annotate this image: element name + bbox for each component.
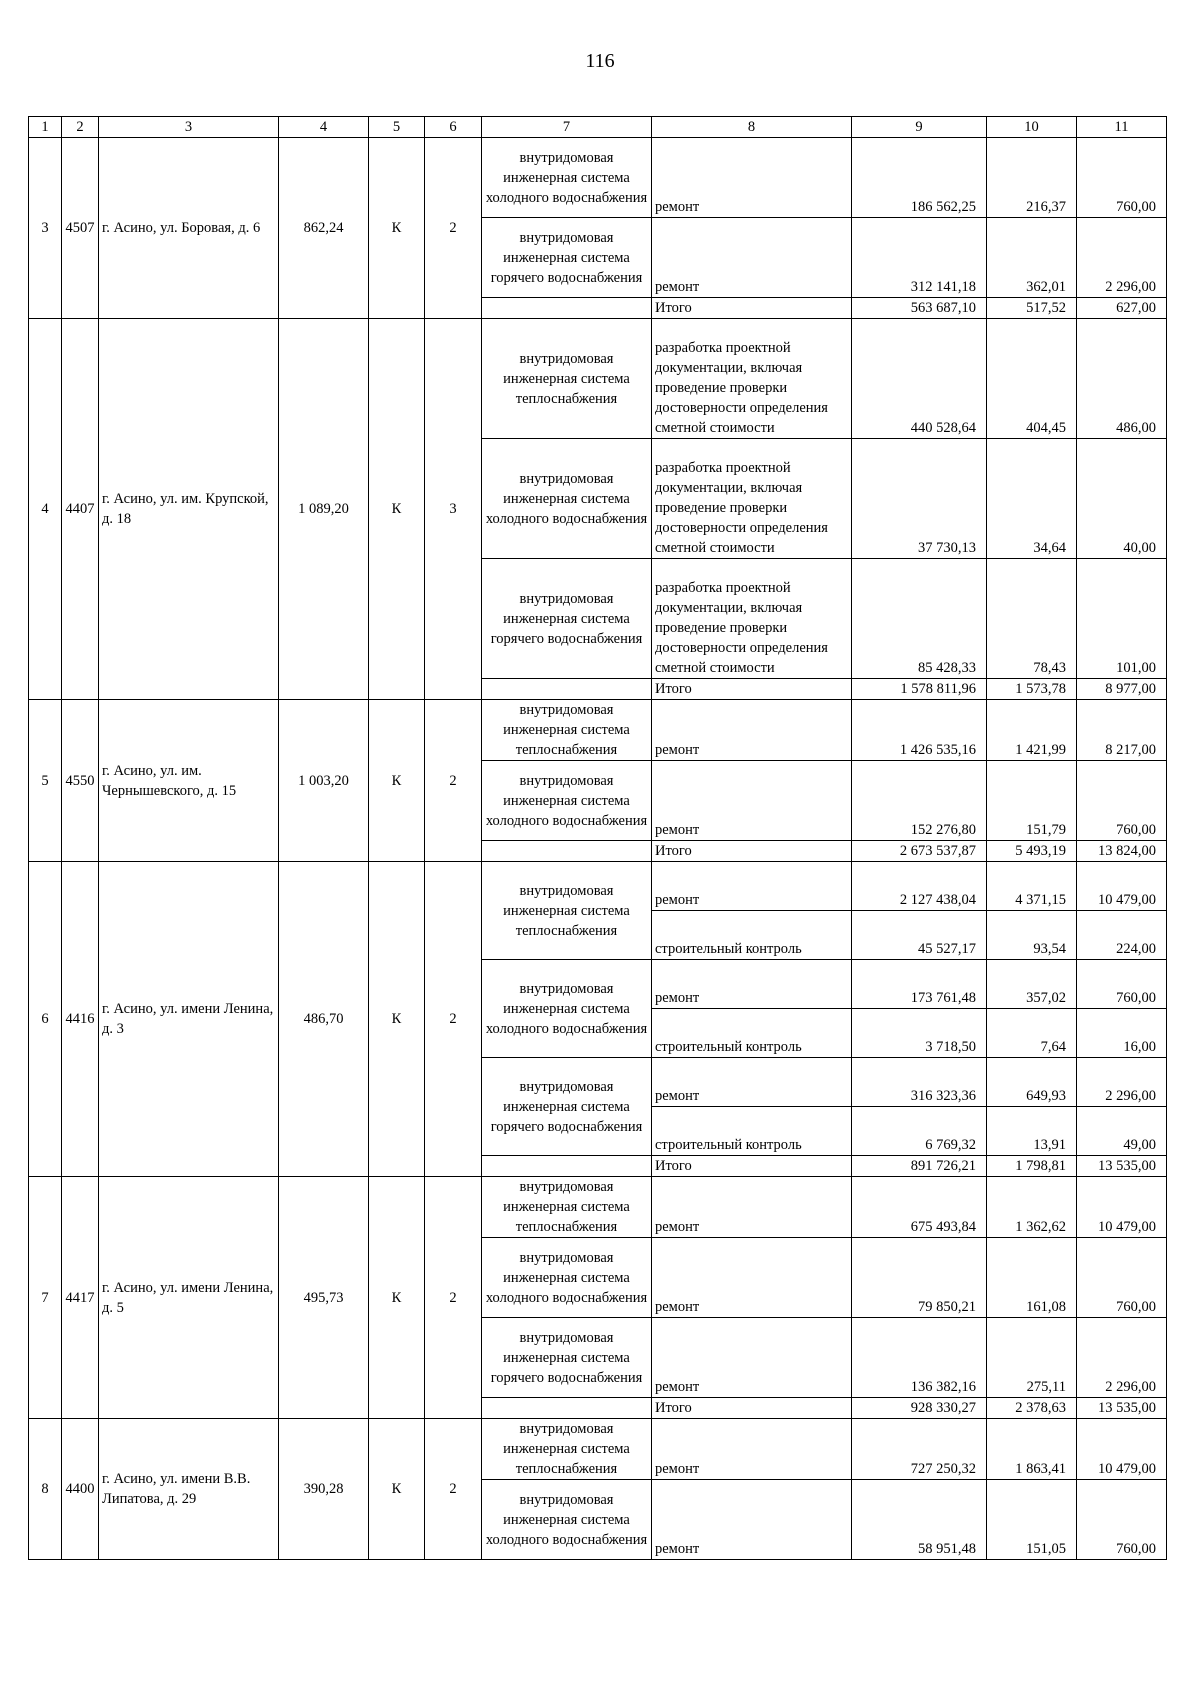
limit-cell: 10 479,00 xyxy=(1077,1177,1167,1238)
limit-cell: 40,00 xyxy=(1077,439,1167,559)
work-type-cell: строительный контроль xyxy=(652,1107,852,1156)
floors-cell: 2 xyxy=(425,1419,482,1560)
address-cell: г. Асино, ул. Боровая, д. 6 xyxy=(99,138,279,319)
limit-cell: 2 296,00 xyxy=(1077,1318,1167,1398)
cost-cell: 6 769,32 xyxy=(852,1107,987,1156)
floors-cell: 2 xyxy=(425,138,482,319)
work-type-cell: строительный контроль xyxy=(652,1009,852,1058)
empty-cell xyxy=(482,1398,652,1419)
limit-cell: 101,00 xyxy=(1077,559,1167,679)
work-type-cell: ремонт xyxy=(652,1480,852,1560)
limit-cell: 49,00 xyxy=(1077,1107,1167,1156)
limit-cell: 760,00 xyxy=(1077,1238,1167,1318)
system-name-cell: внутридомовая инженерная система теплоснабжения xyxy=(482,1419,652,1480)
work-type-cell: ремонт xyxy=(652,218,852,298)
work-type-cell: ремонт xyxy=(652,960,852,1009)
unit-cost-cell: 362,01 xyxy=(987,218,1077,298)
unit-cost-cell: 216,37 xyxy=(987,138,1077,218)
unit-cost-cell: 1 362,62 xyxy=(987,1177,1077,1238)
method-cell: К xyxy=(369,1419,425,1560)
floors-cell: 3 xyxy=(425,319,482,700)
cost-cell: 186 562,25 xyxy=(852,138,987,218)
total-cost-cell: 891 726,21 xyxy=(852,1156,987,1177)
total-label-cell: Итого xyxy=(652,1398,852,1419)
total-label-cell: Итого xyxy=(652,841,852,862)
table-row xyxy=(29,1419,1167,1480)
method-cell: К xyxy=(369,319,425,700)
method-cell: К xyxy=(369,862,425,1177)
limit-cell: 10 479,00 xyxy=(1077,1419,1167,1480)
empty-cell xyxy=(482,841,652,862)
area-cell: 486,70 xyxy=(279,862,369,1177)
column-header: 7 xyxy=(482,117,652,138)
work-type-cell: разработка проектной документации, включая проведение проверки достоверности определения сметной стоимости xyxy=(652,559,852,679)
column-header: 9 xyxy=(852,117,987,138)
entry-number-cell: 3 xyxy=(29,138,62,319)
system-name-cell: внутридомовая инженерная система теплоснабжения xyxy=(482,700,652,761)
cost-cell: 727 250,32 xyxy=(852,1419,987,1480)
total-unit-cost-cell: 1 573,78 xyxy=(987,679,1077,700)
cost-cell: 85 428,33 xyxy=(852,559,987,679)
unit-cost-cell: 357,02 xyxy=(987,960,1077,1009)
column-header: 10 xyxy=(987,117,1077,138)
total-unit-cost-cell: 5 493,19 xyxy=(987,841,1077,862)
unit-cost-cell: 13,91 xyxy=(987,1107,1077,1156)
total-label-cell: Итого xyxy=(652,1156,852,1177)
table-row xyxy=(29,319,1167,439)
entry-number-cell: 8 xyxy=(29,1419,62,1560)
work-type-cell: ремонт xyxy=(652,761,852,841)
system-name-cell: внутридомовая инженерная система теплоснабжения xyxy=(482,862,652,960)
work-type-cell: ремонт xyxy=(652,862,852,911)
cost-cell: 173 761,48 xyxy=(852,960,987,1009)
column-header: 6 xyxy=(425,117,482,138)
column-number-row xyxy=(29,117,1167,138)
work-type-cell: ремонт xyxy=(652,138,852,218)
cost-cell: 2 127 438,04 xyxy=(852,862,987,911)
system-name-cell: внутридомовая инженерная система горячего водоснабжения xyxy=(482,559,652,679)
system-name-cell: внутридомовая инженерная система холодного водоснабжения xyxy=(482,761,652,841)
address-cell: г. Асино, ул. им. Крупской, д. 18 xyxy=(99,319,279,700)
cost-cell: 312 141,18 xyxy=(852,218,987,298)
repair-program-table xyxy=(28,116,1167,1560)
limit-cell: 760,00 xyxy=(1077,1480,1167,1560)
method-cell: К xyxy=(369,700,425,862)
limit-cell: 224,00 xyxy=(1077,911,1167,960)
system-name-cell: внутридомовая инженерная система теплоснабжения xyxy=(482,1177,652,1238)
entry-number-cell: 4 xyxy=(29,319,62,700)
empty-cell xyxy=(482,298,652,319)
column-header: 8 xyxy=(652,117,852,138)
unit-cost-cell: 93,54 xyxy=(987,911,1077,960)
unit-cost-cell: 34,64 xyxy=(987,439,1077,559)
empty-cell xyxy=(482,1156,652,1177)
floors-cell: 2 xyxy=(425,1177,482,1419)
cost-cell: 1 426 535,16 xyxy=(852,700,987,761)
house-id-cell: 4416 xyxy=(62,862,99,1177)
area-cell: 1 089,20 xyxy=(279,319,369,700)
unit-cost-cell: 275,11 xyxy=(987,1318,1077,1398)
unit-cost-cell: 151,05 xyxy=(987,1480,1077,1560)
limit-cell: 2 296,00 xyxy=(1077,218,1167,298)
floors-cell: 2 xyxy=(425,700,482,862)
area-cell: 862,24 xyxy=(279,138,369,319)
house-id-cell: 4407 xyxy=(62,319,99,700)
unit-cost-cell: 1 863,41 xyxy=(987,1419,1077,1480)
total-cost-cell: 1 578 811,96 xyxy=(852,679,987,700)
cost-cell: 79 850,21 xyxy=(852,1238,987,1318)
total-limit-cell: 8 977,00 xyxy=(1077,679,1167,700)
cost-cell: 37 730,13 xyxy=(852,439,987,559)
limit-cell: 760,00 xyxy=(1077,138,1167,218)
floors-cell: 2 xyxy=(425,862,482,1177)
limit-cell: 760,00 xyxy=(1077,761,1167,841)
unit-cost-cell: 4 371,15 xyxy=(987,862,1077,911)
cost-cell: 58 951,48 xyxy=(852,1480,987,1560)
cost-cell: 45 527,17 xyxy=(852,911,987,960)
area-cell: 1 003,20 xyxy=(279,700,369,862)
table-row xyxy=(29,700,1167,761)
work-type-cell: разработка проектной документации, включая проведение проверки достоверности определения сметной стоимости xyxy=(652,319,852,439)
system-name-cell: внутридомовая инженерная система теплоснабжения xyxy=(482,319,652,439)
total-limit-cell: 13 535,00 xyxy=(1077,1156,1167,1177)
work-type-cell: строительный контроль xyxy=(652,911,852,960)
address-cell: г. Асино, ул. им. Чернышевского, д. 15 xyxy=(99,700,279,862)
area-cell: 390,28 xyxy=(279,1419,369,1560)
table-row xyxy=(29,862,1167,911)
cost-cell: 136 382,16 xyxy=(852,1318,987,1398)
entry-number-cell: 7 xyxy=(29,1177,62,1419)
address-cell: г. Асино, ул. имени В.В. Липатова, д. 29 xyxy=(99,1419,279,1560)
total-label-cell: Итого xyxy=(652,679,852,700)
system-name-cell: внутридомовая инженерная система горячего водоснабжения xyxy=(482,1318,652,1398)
system-name-cell: внутридомовая инженерная система горячего водоснабжения xyxy=(482,1058,652,1156)
total-unit-cost-cell: 2 378,63 xyxy=(987,1398,1077,1419)
system-name-cell: внутридомовая инженерная система холодного водоснабжения xyxy=(482,439,652,559)
cost-cell: 152 276,80 xyxy=(852,761,987,841)
unit-cost-cell: 161,08 xyxy=(987,1238,1077,1318)
column-header: 5 xyxy=(369,117,425,138)
total-limit-cell: 13 535,00 xyxy=(1077,1398,1167,1419)
address-cell: г. Асино, ул. имени Ленина, д. 3 xyxy=(99,862,279,1177)
work-type-cell: ремонт xyxy=(652,1238,852,1318)
column-header: 1 xyxy=(29,117,62,138)
total-unit-cost-cell: 517,52 xyxy=(987,298,1077,319)
entry-number-cell: 5 xyxy=(29,700,62,862)
empty-cell xyxy=(482,679,652,700)
unit-cost-cell: 7,64 xyxy=(987,1009,1077,1058)
limit-cell: 8 217,00 xyxy=(1077,700,1167,761)
column-header: 3 xyxy=(99,117,279,138)
work-type-cell: ремонт xyxy=(652,700,852,761)
system-name-cell: внутридомовая инженерная система холодного водоснабжения xyxy=(482,960,652,1058)
work-type-cell: ремонт xyxy=(652,1419,852,1480)
area-cell: 495,73 xyxy=(279,1177,369,1419)
limit-cell: 16,00 xyxy=(1077,1009,1167,1058)
unit-cost-cell: 1 421,99 xyxy=(987,700,1077,761)
cost-cell: 316 323,36 xyxy=(852,1058,987,1107)
limit-cell: 760,00 xyxy=(1077,960,1167,1009)
page-number: 116 xyxy=(585,50,615,72)
unit-cost-cell: 649,93 xyxy=(987,1058,1077,1107)
system-name-cell: внутридомовая инженерная система холодного водоснабжения xyxy=(482,1238,652,1318)
total-limit-cell: 627,00 xyxy=(1077,298,1167,319)
system-name-cell: внутридомовая инженерная система горячего водоснабжения xyxy=(482,218,652,298)
unit-cost-cell: 78,43 xyxy=(987,559,1077,679)
house-id-cell: 4550 xyxy=(62,700,99,862)
house-id-cell: 4417 xyxy=(62,1177,99,1419)
unit-cost-cell: 404,45 xyxy=(987,319,1077,439)
unit-cost-cell: 151,79 xyxy=(987,761,1077,841)
total-limit-cell: 13 824,00 xyxy=(1077,841,1167,862)
column-header: 2 xyxy=(62,117,99,138)
total-label-cell: Итого xyxy=(652,298,852,319)
entry-number-cell: 6 xyxy=(29,862,62,1177)
work-type-cell: ремонт xyxy=(652,1318,852,1398)
work-type-cell: ремонт xyxy=(652,1177,852,1238)
cost-cell: 440 528,64 xyxy=(852,319,987,439)
method-cell: К xyxy=(369,138,425,319)
method-cell: К xyxy=(369,1177,425,1419)
limit-cell: 486,00 xyxy=(1077,319,1167,439)
address-cell: г. Асино, ул. имени Ленина, д. 5 xyxy=(99,1177,279,1419)
total-cost-cell: 928 330,27 xyxy=(852,1398,987,1419)
work-type-cell: ремонт xyxy=(652,1058,852,1107)
limit-cell: 10 479,00 xyxy=(1077,862,1167,911)
house-id-cell: 4400 xyxy=(62,1419,99,1560)
work-type-cell: разработка проектной документации, включая проведение проверки достоверности определения сметной стоимости xyxy=(652,439,852,559)
limit-cell: 2 296,00 xyxy=(1077,1058,1167,1107)
column-header: 11 xyxy=(1077,117,1167,138)
total-cost-cell: 563 687,10 xyxy=(852,298,987,319)
system-name-cell: внутридомовая инженерная система холодного водоснабжения xyxy=(482,1480,652,1560)
table-row xyxy=(29,1177,1167,1238)
cost-cell: 675 493,84 xyxy=(852,1177,987,1238)
total-cost-cell: 2 673 537,87 xyxy=(852,841,987,862)
total-unit-cost-cell: 1 798,81 xyxy=(987,1156,1077,1177)
cost-cell: 3 718,50 xyxy=(852,1009,987,1058)
house-id-cell: 4507 xyxy=(62,138,99,319)
column-header: 4 xyxy=(279,117,369,138)
table-row xyxy=(29,138,1167,218)
system-name-cell: внутридомовая инженерная система холодного водоснабжения xyxy=(482,138,652,218)
